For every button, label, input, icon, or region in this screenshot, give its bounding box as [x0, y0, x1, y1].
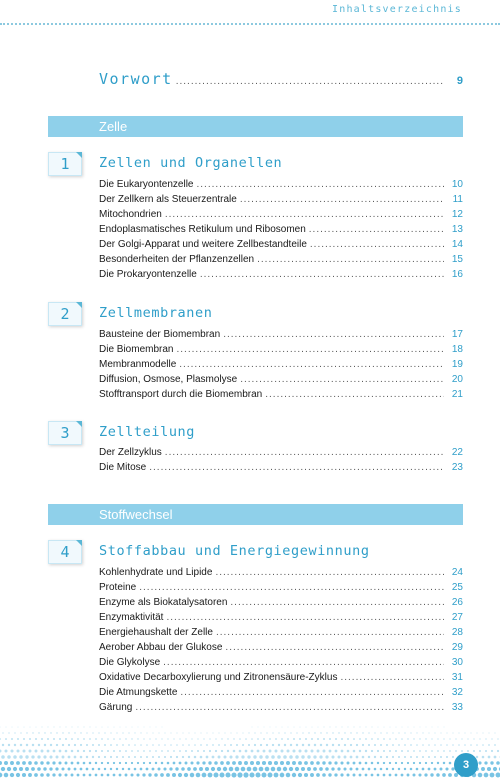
entry-page-number: 25 [451, 582, 463, 593]
entry-page-number: 32 [451, 687, 463, 698]
toc-entry[interactable] [99, 626, 463, 640]
dot-leader [135, 701, 444, 715]
toc-entry[interactable] [99, 253, 463, 267]
footer-halftone-pattern [0, 725, 500, 779]
dot-leader [180, 686, 444, 700]
chapter-title[interactable]: Stoffabbau und Energiegewinnung [99, 543, 370, 559]
entry-label: Oxidative Decarboxylierung und Zitronensäure-Zyklus [99, 672, 338, 683]
toc-entry[interactable] [99, 461, 463, 475]
toc-entry[interactable] [99, 701, 463, 715]
entry-page-number: 11 [452, 194, 463, 205]
chapter-number-badge: 1 [48, 152, 82, 176]
dot-leader [165, 446, 444, 460]
toc-entry[interactable] [99, 178, 463, 192]
toc-entry[interactable] [99, 566, 463, 580]
entry-label: Diffusion, Osmose, Plasmolyse [99, 374, 238, 385]
entry-label: Aerober Abbau der Glukose [99, 642, 223, 653]
dot-leader [216, 626, 444, 640]
entry-label: Besonderheiten der Pflanzenzellen [99, 254, 255, 265]
entry-label: Endoplasmatisches Retikulum und Ribosomen [99, 224, 306, 235]
entry-page-number: 28 [451, 627, 463, 638]
entry-label: Proteine [99, 582, 137, 593]
dot-leader [139, 581, 444, 595]
toc-entry[interactable] [99, 373, 463, 387]
toc-entry[interactable] [99, 268, 463, 282]
entry-label: Die Atmungskette [99, 687, 178, 698]
entry-page-number: 22 [451, 447, 463, 458]
dot-leader [310, 238, 444, 252]
toc-entry[interactable] [99, 611, 463, 625]
entry-page-number: 29 [451, 642, 463, 653]
toc-entry[interactable] [99, 641, 463, 655]
entry-page-number: 16 [451, 269, 463, 280]
dot-leader [149, 461, 444, 475]
toc-entry[interactable] [99, 238, 463, 252]
dot-leader [179, 358, 444, 372]
section-header-zelle: Zelle [48, 116, 463, 137]
toc-entry[interactable] [99, 671, 463, 685]
toc-entry[interactable] [99, 343, 463, 357]
chapter-number-badge: 2 [48, 302, 82, 326]
foreword-page-number: 9 [456, 75, 463, 87]
dot-leader [197, 178, 445, 192]
foreword-label: Vorwort [99, 70, 173, 88]
entry-label: Die Glykolyse [99, 657, 161, 668]
dot-leader [340, 671, 444, 685]
entry-label: Der Zellkern als Steuerzentrale [99, 194, 237, 205]
entry-page-number: 26 [451, 597, 463, 608]
entry-page-number: 13 [451, 224, 463, 235]
entry-page-number: 27 [451, 612, 463, 623]
dot-leader [240, 373, 444, 387]
dot-leader [163, 656, 444, 670]
entry-page-number: 10 [451, 179, 463, 190]
toc-entry[interactable] [99, 208, 463, 222]
chapter-title[interactable]: Zellteilung [99, 424, 196, 440]
entry-label: Der Golgi-Apparat und weitere Zellbestandteile [99, 239, 307, 250]
dot-leader [176, 343, 444, 357]
dot-leader [223, 328, 444, 342]
entry-page-number: 18 [451, 344, 463, 355]
entry-page-number: 33 [451, 702, 463, 713]
entry-label: Die Prokaryontenzelle [99, 269, 197, 280]
toc-entry[interactable] [99, 223, 463, 237]
page-number-badge: 3 [454, 753, 478, 777]
toc-entry[interactable] [99, 193, 463, 207]
entry-label: Die Eukaryontenzelle [99, 179, 194, 190]
entry-label: Der Zellzyklus [99, 447, 162, 458]
entry-page-number: 17 [451, 329, 463, 340]
entry-page-number: 31 [451, 672, 463, 683]
entry-page-number: 19 [451, 359, 463, 370]
dot-leader [230, 596, 444, 610]
dot-leader [176, 76, 444, 87]
dot-leader [309, 223, 444, 237]
toc-entry[interactable] [99, 388, 463, 402]
entry-label: Bausteine der Biomembran [99, 329, 221, 340]
toc-entry-foreword[interactable] [99, 70, 463, 88]
entry-page-number: 14 [451, 239, 463, 250]
dot-leader [165, 208, 444, 222]
entry-label: Mitochondrien [99, 209, 162, 220]
entry-page-number: 23 [451, 462, 463, 473]
entry-page-number: 20 [451, 374, 463, 385]
dot-leader [257, 253, 444, 267]
toc-entry[interactable] [99, 581, 463, 595]
dot-leader [225, 641, 444, 655]
section-header-stoffwechsel: Stoffwechsel [48, 504, 463, 525]
chapter-title[interactable]: Zellen und Organellen [99, 155, 283, 171]
entry-label: Die Mitose [99, 462, 147, 473]
header-title: Inhaltsverzeichnis [332, 4, 462, 15]
dot-leader [240, 193, 444, 207]
entry-page-number: 24 [451, 567, 463, 578]
toc-entry[interactable] [99, 358, 463, 372]
toc-entry[interactable] [99, 656, 463, 670]
toc-entry[interactable] [99, 596, 463, 610]
dot-leader [166, 611, 444, 625]
entry-page-number: 21 [451, 389, 463, 400]
chapter-title[interactable]: Zellmembranen [99, 305, 213, 321]
dot-leader [265, 388, 444, 402]
entry-label: Enzymaktivität [99, 612, 164, 623]
dot-leader [200, 268, 444, 282]
chapter-number-badge: 4 [48, 540, 82, 564]
entry-label: Kohlenhydrate und Lipide [99, 567, 213, 578]
chapter-number-badge: 3 [48, 421, 82, 445]
entry-label: Die Biomembran [99, 344, 174, 355]
entry-label: Enzyme als Biokatalysatoren [99, 597, 228, 608]
entry-label: Gärung [99, 702, 133, 713]
toc-entry[interactable] [99, 328, 463, 342]
toc-entry[interactable] [99, 686, 463, 700]
entry-label: Membranmodelle [99, 359, 177, 370]
entry-label: Stofftransport durch die Biomembran [99, 389, 263, 400]
entry-page-number: 15 [451, 254, 463, 265]
entry-label: Energiehaushalt der Zelle [99, 627, 213, 638]
dot-leader [215, 566, 444, 580]
entry-page-number: 12 [451, 209, 463, 220]
toc-entry[interactable] [99, 446, 463, 460]
header-dotted-rule [0, 23, 500, 25]
entry-page-number: 30 [451, 657, 463, 668]
